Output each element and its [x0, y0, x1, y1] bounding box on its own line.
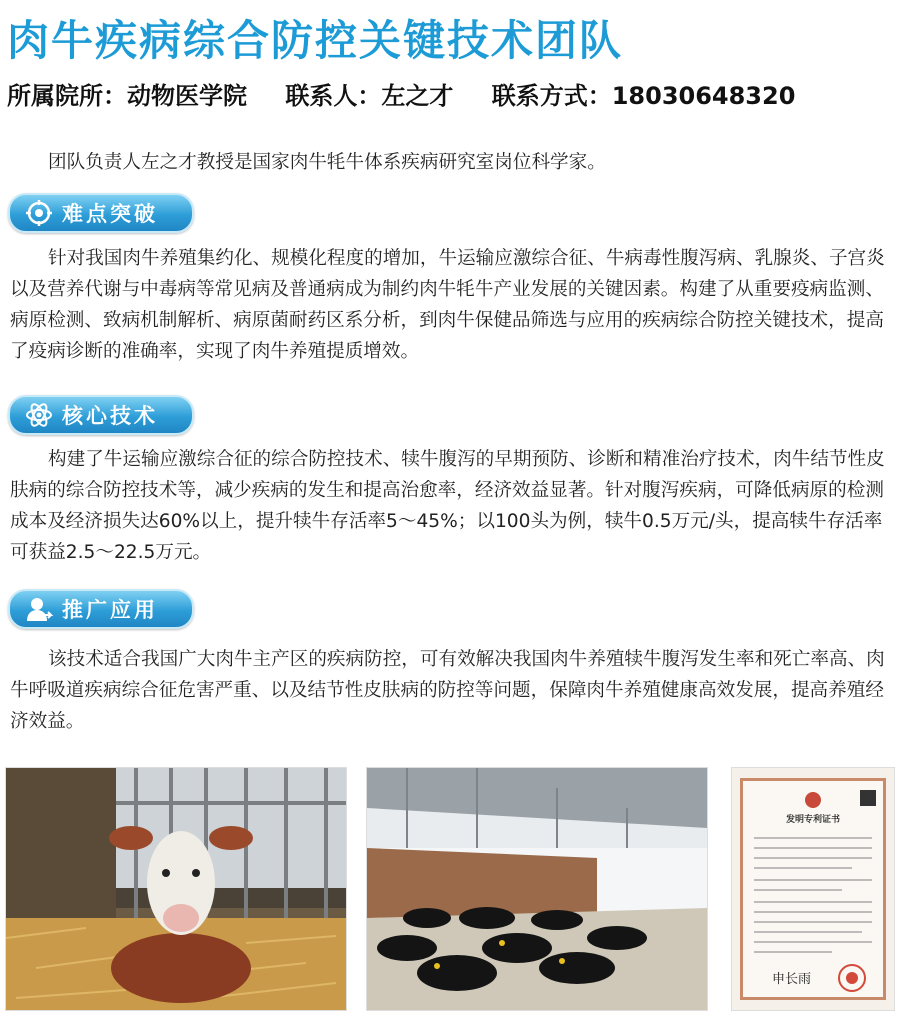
section-label: 推广应用 [62, 598, 158, 622]
institute-label: 所属院所：动物医学院 [7, 82, 247, 110]
section-text: 该技术适合我国广大肉牛主产区的疾病防控，可有效解决我国肉牛养殖犊牛腹泻发生率和死亡率高、肉牛呼吸道疾病综合征危害严重、以及结节性皮肤病的防控等问题，保障肉牛养殖健康高效发展，提高养殖经济效益。 [10, 649, 885, 732]
section-label: 难点突破 [62, 202, 158, 226]
atom-icon [24, 400, 54, 430]
section-text: 构建了牛运输应激综合征的综合防控技术、犊牛腹泻的早期预防、诊断和精准治疗技术，肉牛结节性皮肤病的综合防控技术等，减少疾病的发生和提高治愈率，经济效益显著。针对腹泻疾病，可降低病原的检测成本及经济损失达60%以上，提升犊牛存活率5～45%；以100头为例，犊牛0.5万元/头，提高犊牛存活率可获益2.5～22.5万元。 [10, 449, 885, 563]
section-badge-promotion [8, 589, 194, 629]
user-icon [24, 594, 54, 624]
patent-certificate-photo [732, 768, 894, 1010]
section-label: 核心技术 [62, 404, 158, 428]
certificate-signature: 申长雨 [772, 972, 812, 987]
section-badge-core-tech [8, 395, 194, 435]
page-title: 肉牛疾病综合防控关键技术团队 [7, 16, 624, 65]
section-text: 针对我国肉牛养殖集约化、规模化程度的增加，牛运输应激综合征、牛病毒性腹泻病、乳腺炎、子宫炎以及营养代谢与中毒病等常见病及普通病成为制约肉牛牦牛产业发展的关键因素。构建了从重要疫病监测、病原检测、致病机制解析、病原菌耐药区系分析，到肉牛保健品筛选与应用的疾病综合防控关键技术，提高了疫病诊断的准确率，实现了肉牛养殖提质增效。 [10, 248, 885, 362]
barn-photo [367, 768, 707, 1010]
certificate-heading: 发明专利证书 [785, 815, 840, 825]
target-icon [24, 198, 54, 228]
section-badge-breakthrough [8, 193, 194, 233]
contact-person: 联系人：左之才 [285, 82, 454, 110]
intro-paragraph: 团队负责人左之才教授是国家肉牛牦牛体系疾病研究室岗位科学家。 [48, 152, 606, 173]
calf-photo [6, 768, 346, 1010]
contact-info [7, 76, 825, 111]
contact-phone: 联系方式：18030648320 [491, 82, 796, 110]
